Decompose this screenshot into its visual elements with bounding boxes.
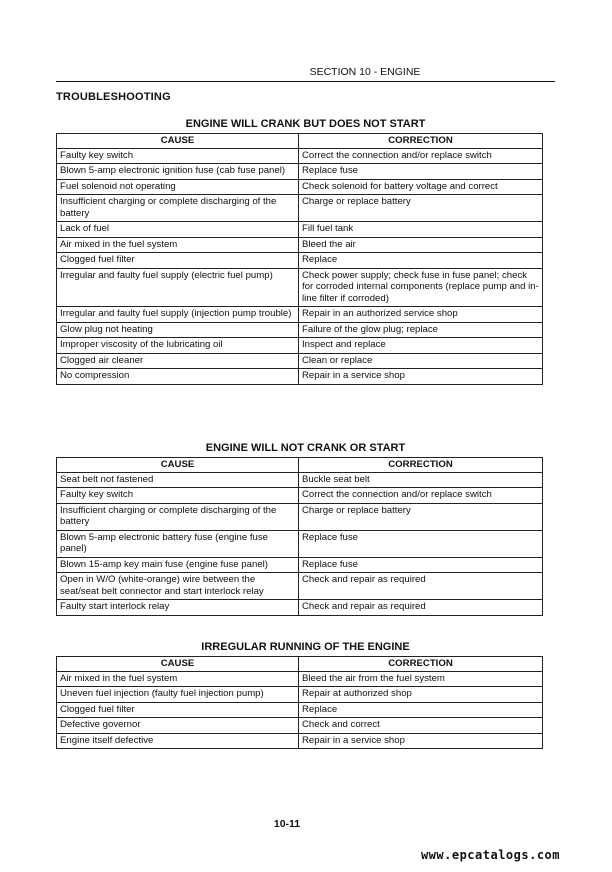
section-label: SECTION 10 - ENGINE xyxy=(309,66,421,78)
correction-cell: Replace fuse xyxy=(299,557,543,573)
cause-cell: Irregular and faulty fuel supply (electric fuel pump) xyxy=(57,268,299,307)
table-row xyxy=(57,573,543,600)
cause-cell: Air mixed in the fuel system xyxy=(57,237,299,253)
table-row xyxy=(57,488,543,504)
correction-cell: Correct the connection and/or replace switch xyxy=(299,488,543,504)
table-row xyxy=(57,222,543,238)
correction-cell: Replace fuse xyxy=(299,164,543,180)
table-row xyxy=(57,307,543,323)
correction-cell: Check and repair as required xyxy=(299,600,543,616)
table-row xyxy=(57,733,543,749)
table-row xyxy=(57,322,543,338)
table-title-irregular-running: IRREGULAR RUNNING OF THE ENGINE xyxy=(201,641,410,653)
cause-cell: Blown 5-amp electronic battery fuse (engine fuse panel) xyxy=(57,530,299,557)
table-no-crank-no-start xyxy=(56,457,543,616)
column-header-cause: CAUSE xyxy=(57,657,299,672)
correction-cell: Correct the connection and/or replace switch xyxy=(299,148,543,164)
correction-cell: Repair at authorized shop xyxy=(299,687,543,703)
correction-cell: Check and repair as required xyxy=(299,573,543,600)
cause-cell: Irregular and faulty fuel supply (injection pump trouble) xyxy=(57,307,299,323)
table-row xyxy=(57,268,543,307)
correction-cell: Buckle seat belt xyxy=(299,472,543,488)
section-heading: TROUBLESHOOTING xyxy=(56,91,171,103)
table-row xyxy=(57,718,543,734)
table-row xyxy=(57,687,543,703)
correction-cell: Replace fuse xyxy=(299,530,543,557)
correction-cell: Charge or replace battery xyxy=(299,503,543,530)
cause-cell: Insufficient charging or complete discharging of the battery xyxy=(57,195,299,222)
cause-cell: No compression xyxy=(57,369,299,385)
table-crank-no-start xyxy=(56,133,543,385)
cause-cell: Seat belt not fastened xyxy=(57,472,299,488)
cause-cell: Faulty key switch xyxy=(57,148,299,164)
page-header xyxy=(56,66,554,78)
table-row xyxy=(57,338,543,354)
correction-cell: Fill fuel tank xyxy=(299,222,543,238)
watermark: www.epcatalogs.com xyxy=(420,848,560,862)
correction-cell: Inspect and replace xyxy=(299,338,543,354)
table-irregular-running xyxy=(56,656,543,749)
page-number: 10-11 xyxy=(273,818,301,830)
correction-cell: Repair in an authorized service shop xyxy=(299,307,543,323)
table-row xyxy=(57,671,543,687)
column-header-correction: CORRECTION xyxy=(299,134,543,149)
table-title-crank-no-start: ENGINE WILL CRANK BUT DOES NOT START xyxy=(185,118,426,130)
table-row xyxy=(57,472,543,488)
table-row xyxy=(57,600,543,616)
table-row xyxy=(57,503,543,530)
correction-cell: Clean or replace xyxy=(299,353,543,369)
cause-cell: Fuel solenoid not operating xyxy=(57,179,299,195)
cause-cell: Open in W/O (white-orange) wire between the seat/seat belt connector and start interlock relay xyxy=(57,573,299,600)
cause-cell: Insufficient charging or complete discharging of the battery xyxy=(57,503,299,530)
table-row xyxy=(57,253,543,269)
cause-cell: Glow plug not heating xyxy=(57,322,299,338)
table-row xyxy=(57,237,543,253)
cause-cell: Air mixed in the fuel system xyxy=(57,671,299,687)
column-header-cause: CAUSE xyxy=(57,134,299,149)
cause-cell: Defective governor xyxy=(57,718,299,734)
cause-cell: Blown 5-amp electronic ignition fuse (cab fuse panel) xyxy=(57,164,299,180)
correction-cell: Replace xyxy=(299,702,543,718)
correction-cell: Check power supply; check fuse in fuse panel; check for corroded internal components (replace pump and in-line filter if corroded) xyxy=(299,268,543,307)
column-header-cause: CAUSE xyxy=(57,458,299,473)
correction-cell: Replace xyxy=(299,253,543,269)
correction-cell: Bleed the air from the fuel system xyxy=(299,671,543,687)
table-row xyxy=(57,530,543,557)
column-header-correction: CORRECTION xyxy=(299,458,543,473)
cause-cell: Uneven fuel injection (faulty fuel injection pump) xyxy=(57,687,299,703)
table-row xyxy=(57,702,543,718)
table-row xyxy=(57,195,543,222)
correction-cell: Repair in a service shop xyxy=(299,369,543,385)
column-header-correction: CORRECTION xyxy=(299,657,543,672)
table-title-no-crank-no-start: ENGINE WILL NOT CRANK OR START xyxy=(205,442,406,454)
table-row xyxy=(57,148,543,164)
cause-cell: Clogged fuel filter xyxy=(57,253,299,269)
cause-cell: Faulty key switch xyxy=(57,488,299,504)
cause-cell: Blown 15-amp key main fuse (engine fuse panel) xyxy=(57,557,299,573)
table-row xyxy=(57,557,543,573)
cause-cell: Engine itself defective xyxy=(57,733,299,749)
cause-cell: Improper viscosity of the lubricating oil xyxy=(57,338,299,354)
table-row xyxy=(57,179,543,195)
correction-cell: Bleed the air xyxy=(299,237,543,253)
cause-cell: Faulty start interlock relay xyxy=(57,600,299,616)
table-row xyxy=(57,164,543,180)
correction-cell: Failure of the glow plug; replace xyxy=(299,322,543,338)
header-rule xyxy=(56,81,555,82)
correction-cell: Charge or replace battery xyxy=(299,195,543,222)
cause-cell: Lack of fuel xyxy=(57,222,299,238)
cause-cell: Clogged air cleaner xyxy=(57,353,299,369)
cause-cell: Clogged fuel filter xyxy=(57,702,299,718)
table-row xyxy=(57,353,543,369)
correction-cell: Check and correct xyxy=(299,718,543,734)
correction-cell: Repair in a service shop xyxy=(299,733,543,749)
correction-cell: Check solenoid for battery voltage and correct xyxy=(299,179,543,195)
table-row xyxy=(57,369,543,385)
